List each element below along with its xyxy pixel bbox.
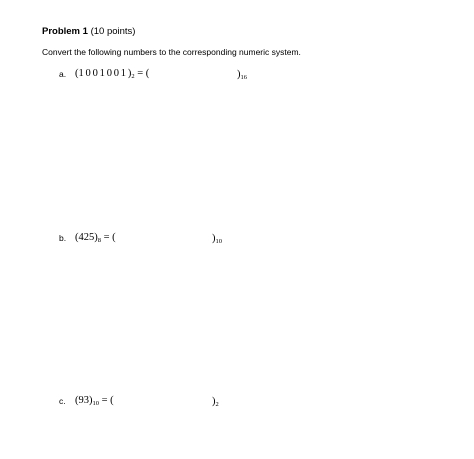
item-b-equals-open: = ( — [103, 232, 116, 243]
item-c-expression: $(93)_{10}$ = ( — [75, 395, 114, 407]
item-c-label: c. — [59, 396, 66, 406]
item-a-expression: $(1001001)_2$ = ( — [75, 68, 150, 80]
item-a-close-paren: ) — [237, 69, 241, 80]
item-b-close-paren: ) — [212, 233, 216, 244]
item-b-answer-close — [212, 232, 222, 245]
item-c-equals-open: = ( — [101, 395, 114, 406]
item-b-number: 425 — [78, 232, 95, 243]
instruction-text: Convert the following numbers to the corresponding numeric system. — [42, 47, 301, 57]
item-c-number: 93 — [78, 395, 89, 406]
item-a-equals-open: = ( — [137, 68, 150, 79]
item-c-close-paren: ) — [212, 396, 216, 407]
problem-points: (10 points) — [90, 26, 136, 37]
item-a-from-base: 2 — [131, 73, 135, 80]
item-c-from-base: 10 — [92, 400, 99, 407]
item-a-answer-close — [237, 68, 247, 81]
item-c-to-base: 2 — [215, 401, 219, 408]
item-a-number: 1001001 — [78, 68, 128, 79]
item-a-to-base: 16 — [240, 74, 247, 81]
item-b-to-base: 10 — [215, 238, 222, 245]
item-b-from-base: 8 — [97, 237, 101, 244]
problem-title: Problem 1 — [42, 26, 88, 37]
problem-heading — [42, 26, 135, 38]
item-a-label: a. — [59, 69, 67, 79]
item-b-label: b. — [59, 233, 67, 243]
item-b-expression: $(425)_8$ = ( — [75, 232, 116, 244]
item-c-answer-close — [212, 395, 219, 408]
